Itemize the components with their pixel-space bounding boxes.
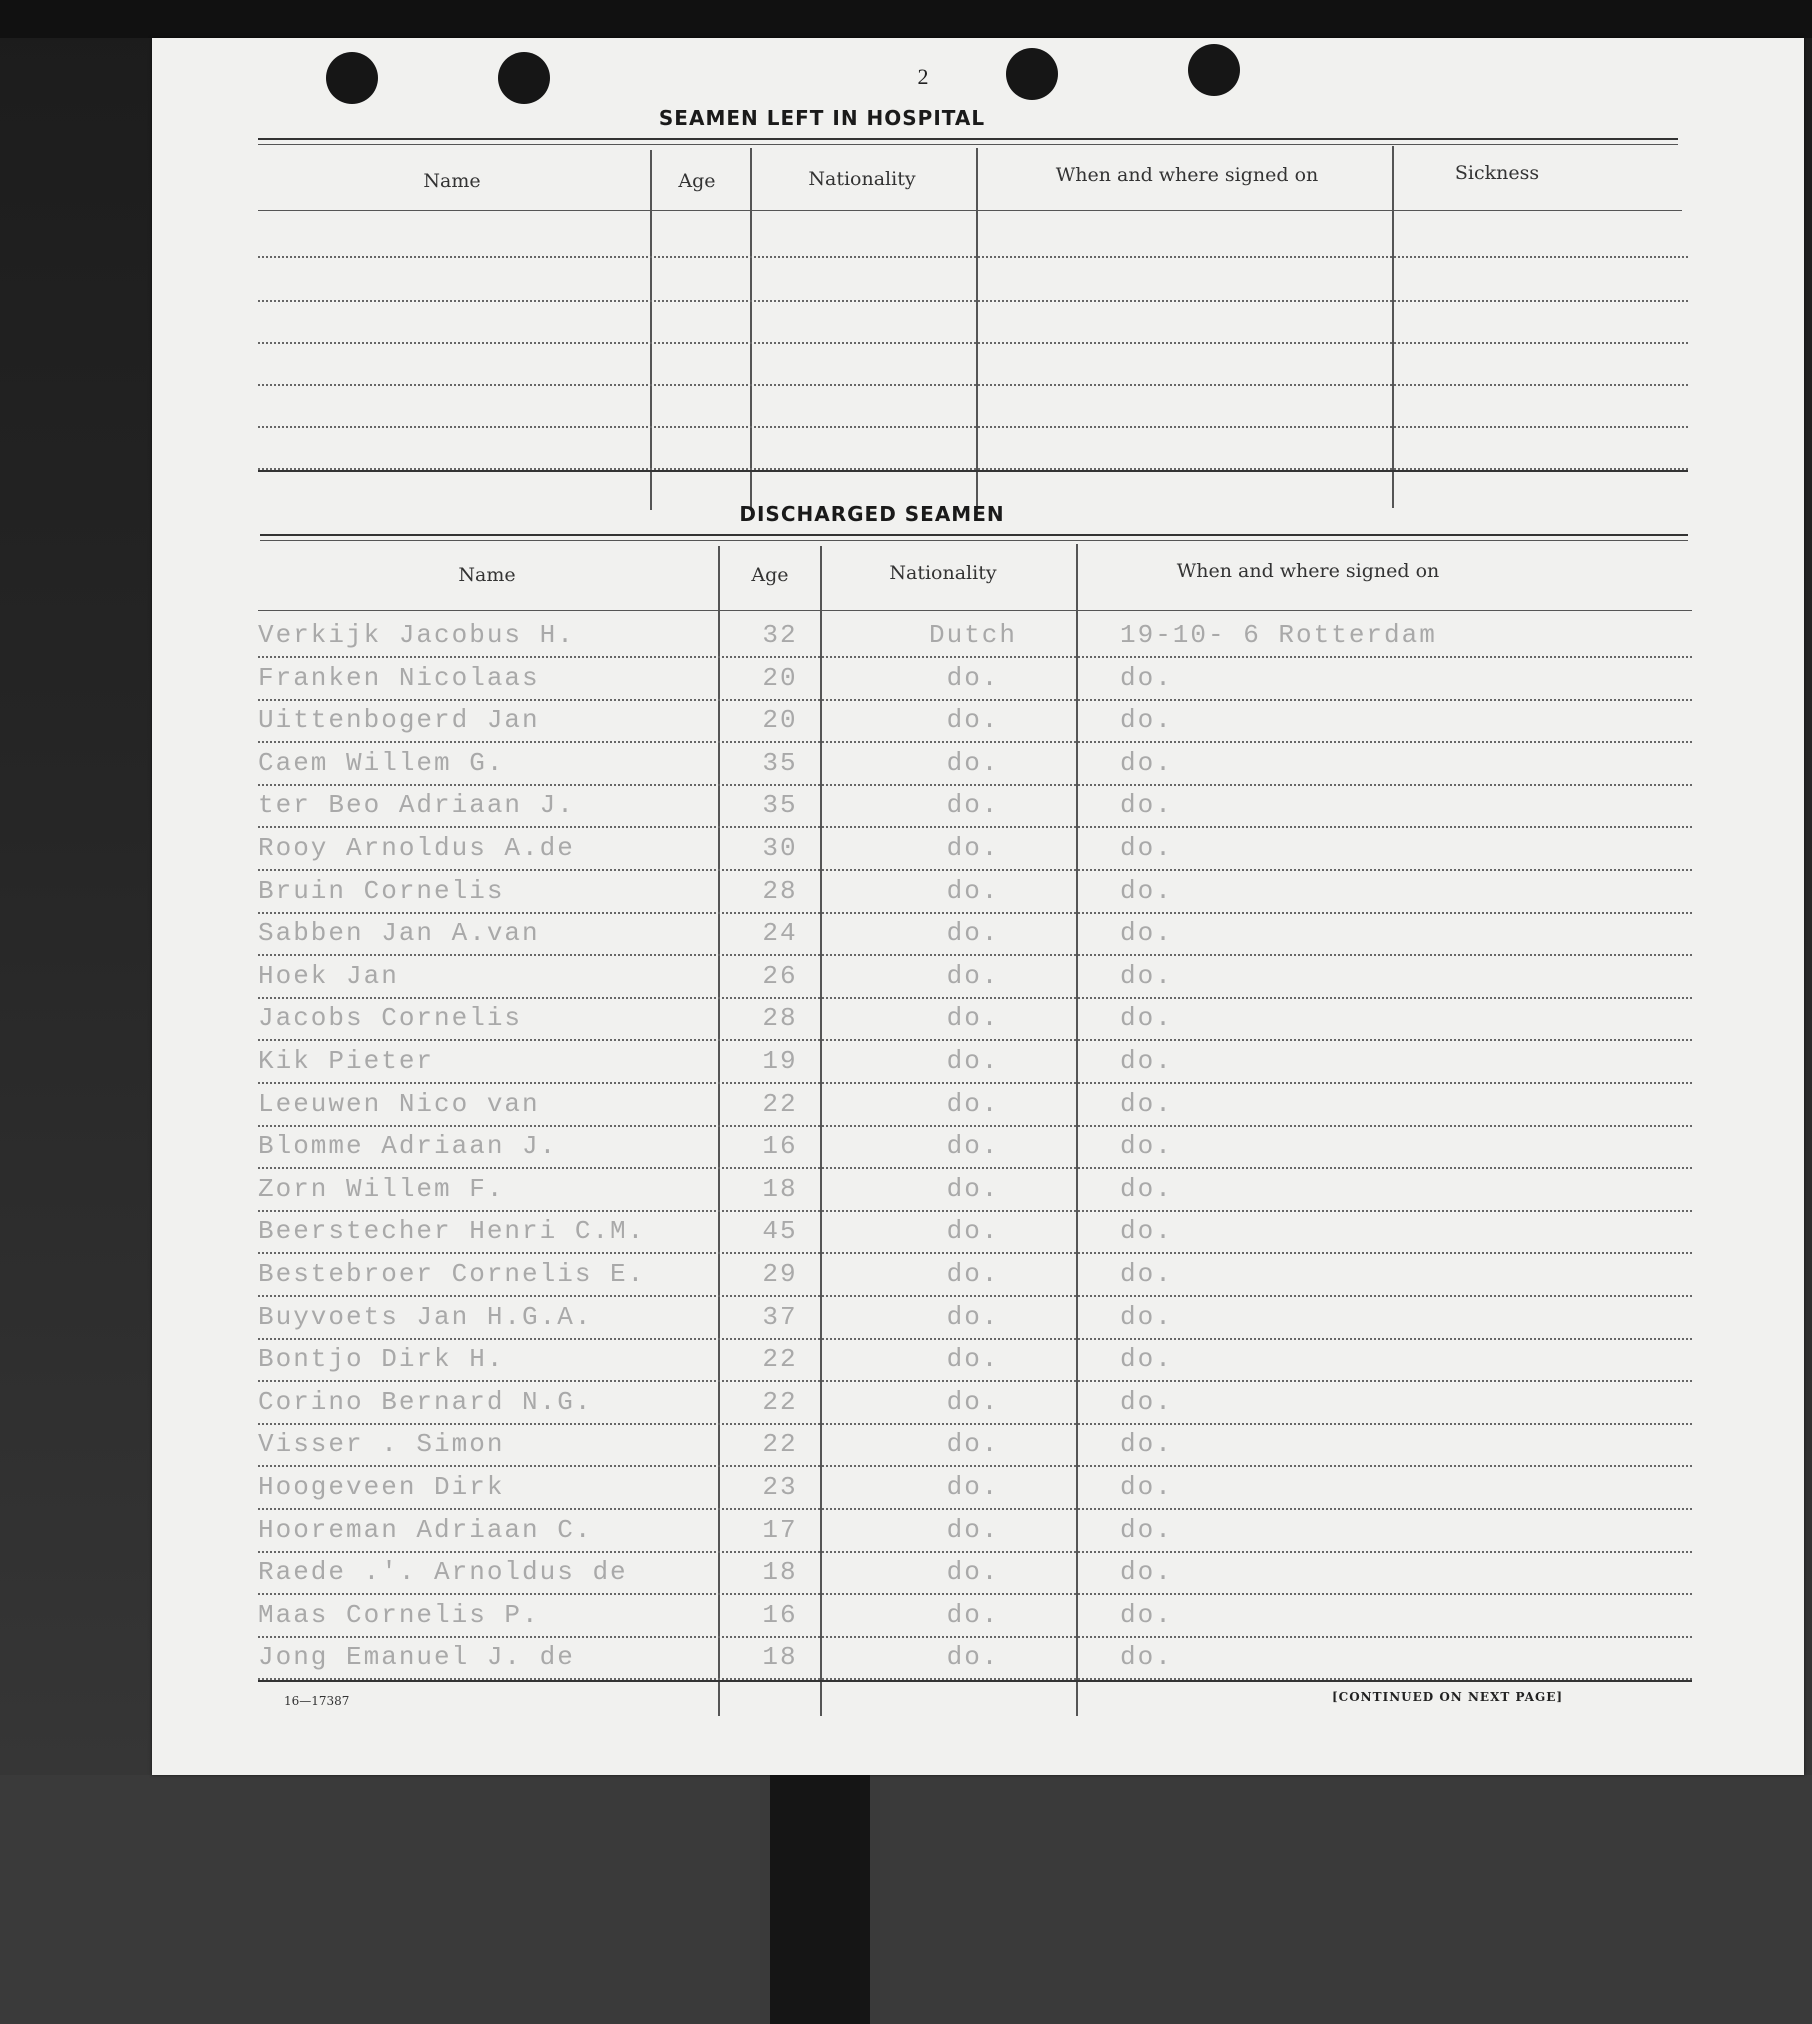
seaman-name: Zorn Willem F. <box>258 1174 505 1204</box>
seaman-signed-on: do. <box>1120 1472 1173 1502</box>
seaman-age: 18 <box>762 1557 798 1587</box>
hospital-col-signed-on: When and where signed on <box>1055 164 1319 186</box>
seaman-name: Bruin Cornelis <box>258 876 505 906</box>
hospital-top-rule-2 <box>258 144 1678 145</box>
table-row <box>258 1131 1738 1173</box>
hospital-divider <box>1392 146 1394 508</box>
seaman-nationality: do. <box>946 663 1000 693</box>
seaman-name: Bestebroer Cornelis E. <box>258 1259 646 1289</box>
hospital-section-title: SEAMEN LEFT IN HOSPITAL <box>658 106 986 130</box>
table-row <box>258 1089 1738 1131</box>
row-line <box>258 1039 1692 1041</box>
seaman-signed-on: do. <box>1120 1344 1173 1374</box>
seaman-signed-on: do. <box>1120 748 1173 778</box>
seaman-age: 35 <box>762 748 798 778</box>
row-line <box>258 912 1692 914</box>
seaman-signed-on: do. <box>1120 790 1173 820</box>
table-row <box>258 620 1738 662</box>
table-row <box>258 1216 1738 1258</box>
seaman-nationality: do. <box>946 1600 1000 1630</box>
hospital-row-line <box>258 426 1688 428</box>
hospital-divider <box>650 150 652 510</box>
row-line <box>258 1082 1692 1084</box>
discharged-section-title: DISCHARGED SEAMEN <box>739 502 1005 526</box>
row-line <box>258 784 1692 786</box>
seaman-nationality: do. <box>946 1259 1000 1289</box>
seaman-age: 35 <box>762 790 798 820</box>
seaman-nationality: do. <box>946 705 1000 735</box>
discharged-col-signed-on: When and where signed on <box>1176 560 1440 582</box>
hospital-col-age: Age <box>678 170 716 192</box>
seaman-nationality: do. <box>946 961 1000 991</box>
punch-hole <box>326 52 378 104</box>
seaman-signed-on: do. <box>1120 961 1173 991</box>
seaman-age: 28 <box>762 1003 798 1033</box>
page-number: 2 <box>917 64 929 89</box>
seaman-name: ter Beo Adriaan J. <box>258 790 575 820</box>
seaman-nationality: do. <box>946 1642 1000 1672</box>
discharged-top-rule <box>260 534 1688 536</box>
hospital-divider <box>976 148 978 510</box>
row-line <box>258 1423 1692 1425</box>
row-line <box>258 1210 1692 1212</box>
table-row <box>258 1429 1738 1471</box>
seaman-age: 19 <box>762 1046 798 1076</box>
hospital-col-nationality: Nationality <box>808 168 916 190</box>
seaman-nationality: do. <box>946 833 1000 863</box>
seaman-name: Hooreman Adriaan C. <box>258 1515 593 1545</box>
row-line <box>258 954 1692 956</box>
row-line <box>258 1508 1692 1510</box>
seaman-name: Franken Nicolaas <box>258 663 540 693</box>
seaman-signed-on: do. <box>1120 833 1173 863</box>
table-row <box>258 1302 1738 1344</box>
seaman-name: Leeuwen Nico van <box>258 1089 540 1119</box>
hospital-bottom-rule <box>258 470 1688 472</box>
seaman-signed-on: do. <box>1120 1216 1173 1246</box>
hospital-row-line <box>258 342 1688 344</box>
row-line <box>258 1636 1692 1638</box>
seaman-nationality: do. <box>946 876 1000 906</box>
hospital-col-name: Name <box>423 170 481 192</box>
row-line <box>258 869 1692 871</box>
seaman-signed-on: do. <box>1120 1174 1173 1204</box>
table-row <box>258 705 1738 747</box>
discharged-bottom-rule <box>258 1680 1692 1682</box>
seaman-age: 26 <box>762 961 798 991</box>
seaman-nationality: do. <box>946 1174 1000 1204</box>
seaman-nationality: do. <box>946 1387 1000 1417</box>
seaman-name: Buyvoets Jan H.G.A. <box>258 1302 593 1332</box>
document-page <box>152 38 1804 1775</box>
row-line <box>258 1125 1692 1127</box>
punch-hole <box>1006 48 1058 100</box>
row-line <box>258 1252 1692 1254</box>
seaman-name: Sabben Jan A.van <box>258 918 540 948</box>
row-line <box>258 1167 1692 1169</box>
row-line <box>258 1551 1692 1553</box>
seaman-nationality: do. <box>946 1344 1000 1374</box>
discharged-col-nationality: Nationality <box>889 562 997 584</box>
table-row <box>258 1174 1738 1216</box>
seaman-age: 24 <box>762 918 798 948</box>
seaman-nationality: do. <box>946 1216 1000 1246</box>
seaman-signed-on: do. <box>1120 1131 1173 1161</box>
seaman-nationality: do. <box>946 918 1000 948</box>
row-line <box>258 1338 1692 1340</box>
seaman-name: Visser . Simon <box>258 1429 505 1459</box>
scan-dark-slot <box>770 1775 870 2024</box>
hospital-row-line <box>258 256 1688 258</box>
table-row <box>258 748 1738 790</box>
table-row <box>258 1344 1738 1386</box>
seaman-age: 23 <box>762 1472 798 1502</box>
seaman-name: Kik Pieter <box>258 1046 435 1076</box>
seaman-signed-on: do. <box>1120 663 1173 693</box>
seaman-name: Caem Willem G. <box>258 748 505 778</box>
seaman-age: 22 <box>762 1429 798 1459</box>
seaman-age: 32 <box>762 620 798 650</box>
table-row <box>258 663 1738 705</box>
seaman-age: 30 <box>762 833 798 863</box>
discharged-col-name: Name <box>458 564 516 586</box>
seaman-age: 20 <box>762 663 798 693</box>
seaman-signed-on: do. <box>1120 876 1173 906</box>
seaman-nationality: do. <box>946 1046 1000 1076</box>
table-row <box>258 1557 1738 1599</box>
seaman-name: Uittenbogerd Jan <box>258 705 540 735</box>
seaman-signed-on: 19-10- 6 Rotterdam <box>1120 620 1437 650</box>
row-line <box>258 1380 1692 1382</box>
seaman-nationality: do. <box>946 1003 1000 1033</box>
hospital-row-line <box>258 384 1688 386</box>
seaman-age: 45 <box>762 1216 798 1246</box>
seaman-signed-on: do. <box>1120 1642 1173 1672</box>
punch-hole <box>1188 44 1240 96</box>
table-row <box>258 833 1738 875</box>
seaman-name: Rooy Arnoldus A.de <box>258 833 575 863</box>
seaman-age: 17 <box>762 1515 798 1545</box>
row-line <box>258 699 1692 701</box>
hospital-top-rule <box>258 138 1678 140</box>
seaman-nationality: do. <box>946 1131 1000 1161</box>
seaman-nationality: do. <box>946 1302 1000 1332</box>
seaman-name: Raede .'. Arnoldus de <box>258 1557 628 1587</box>
seaman-age: 16 <box>762 1600 798 1630</box>
seaman-name: Hoogeveen Dirk <box>258 1472 505 1502</box>
hospital-col-sickness: Sickness <box>1454 162 1540 184</box>
seaman-nationality: do. <box>946 1429 1000 1459</box>
seaman-signed-on: do. <box>1120 1003 1173 1033</box>
seaman-name: Blomme Adriaan J. <box>258 1131 558 1161</box>
table-row <box>258 876 1738 918</box>
seaman-signed-on: do. <box>1120 1515 1173 1545</box>
seaman-signed-on: do. <box>1120 1429 1173 1459</box>
table-row <box>258 1259 1738 1301</box>
seaman-signed-on: do. <box>1120 1600 1173 1630</box>
table-row <box>258 1387 1738 1429</box>
seaman-signed-on: do. <box>1120 1387 1173 1417</box>
seaman-age: 22 <box>762 1344 798 1374</box>
seaman-age: 28 <box>762 876 798 906</box>
row-line <box>258 1465 1692 1467</box>
seaman-name: Beerstecher Henri C.M. <box>258 1216 646 1246</box>
seaman-signed-on: do. <box>1120 1046 1173 1076</box>
form-number: 16—17387 <box>284 1694 350 1708</box>
seaman-name: Jong Emanuel J. de <box>258 1642 575 1672</box>
seaman-signed-on: do. <box>1120 1302 1173 1332</box>
scan-top-edge <box>0 0 1812 38</box>
discharged-col-age: Age <box>751 564 789 586</box>
seaman-age: 20 <box>762 705 798 735</box>
seaman-age: 18 <box>762 1174 798 1204</box>
seaman-age: 29 <box>762 1259 798 1289</box>
seaman-nationality: do. <box>946 1557 1000 1587</box>
seaman-name: Jacobs Cornelis <box>258 1003 523 1033</box>
seaman-age: 22 <box>762 1387 798 1417</box>
seaman-nationality: do. <box>946 1089 1000 1119</box>
seaman-signed-on: do. <box>1120 918 1173 948</box>
scan-lower-band <box>0 1775 1812 2024</box>
seaman-nationality: do. <box>946 748 1000 778</box>
seaman-name: Bontjo Dirk H. <box>258 1344 505 1374</box>
table-row <box>258 1472 1738 1514</box>
seaman-nationality: do. <box>946 790 1000 820</box>
table-row <box>258 1642 1738 1684</box>
table-row <box>258 1046 1738 1088</box>
table-row <box>258 1600 1738 1642</box>
discharged-top-rule-2 <box>260 540 1688 541</box>
row-line <box>258 997 1692 999</box>
table-row <box>258 1003 1738 1045</box>
seaman-nationality: Dutch <box>928 620 1017 650</box>
row-line <box>258 826 1692 828</box>
seaman-signed-on: do. <box>1120 1557 1173 1587</box>
seaman-signed-on: do. <box>1120 705 1173 735</box>
seaman-age: 22 <box>762 1089 798 1119</box>
seaman-age: 16 <box>762 1131 798 1161</box>
table-row <box>258 1515 1738 1557</box>
row-line <box>258 1295 1692 1297</box>
row-line <box>258 1593 1692 1595</box>
table-row <box>258 918 1738 960</box>
row-line <box>258 741 1692 743</box>
punch-hole <box>498 52 550 104</box>
seaman-name: Maas Cornelis P. <box>258 1600 540 1630</box>
table-row <box>258 961 1738 1003</box>
hospital-row-line <box>258 300 1688 302</box>
seaman-signed-on: do. <box>1120 1089 1173 1119</box>
discharged-header-rule <box>258 610 1692 611</box>
seaman-signed-on: do. <box>1120 1259 1173 1289</box>
continued-note: [CONTINUED ON NEXT PAGE] <box>1332 1690 1564 1704</box>
row-line <box>258 656 1692 658</box>
hospital-divider <box>750 148 752 510</box>
seaman-nationality: do. <box>946 1472 1000 1502</box>
seaman-name: Hoek Jan <box>258 961 399 991</box>
seaman-name: Corino Bernard N.G. <box>258 1387 593 1417</box>
seaman-age: 37 <box>762 1302 798 1332</box>
seaman-name: Verkijk Jacobus H. <box>258 620 575 650</box>
seaman-nationality: do. <box>946 1515 1000 1545</box>
table-row <box>258 790 1738 832</box>
hospital-header-rule <box>258 210 1682 211</box>
seaman-age: 18 <box>762 1642 798 1672</box>
